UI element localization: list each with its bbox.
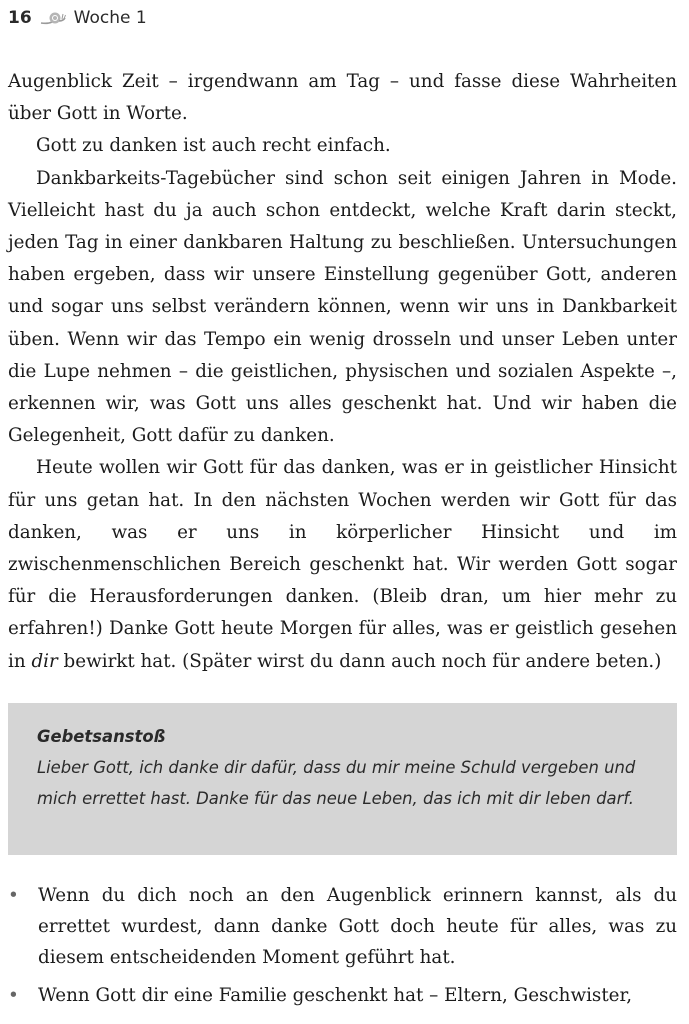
bullet-marker: • xyxy=(8,885,19,906)
prayer-title: Gebetsanstoß xyxy=(37,727,166,746)
body-text xyxy=(8,66,677,678)
bullet-list xyxy=(8,880,677,1018)
prayer-text: Lieber Gott, ich danke dir dafür, dass du mir meine Schuld vergeben und mich errettet hast. Danke für das neue Leben, das ich mit dir leben darf. xyxy=(37,758,636,808)
page-number: 16 xyxy=(8,8,32,28)
paragraph: Dankbarkeits-Tagebücher sind schon seit einigen Jahren in Mode. Vielleicht hast du ja auch schon entdeckt, welche Kraft darin steckt, jeden Tag in einer dankbaren Haltung zu beschließen. Untersuchungen haben ergeben, dass wir unsere Einstellung gegenüber Gott, anderen und sogar uns selbst verändern können, wenn wir uns in Dankbarkeit üben. Wenn wir das Tempo ein wenig drosseln und unser Leben unter die Lupe nehmen – die geistlichen, physischen und sozialen Aspekte –, erkennen wir, was Gott uns alles geschenkt hat. Und wir haben die Gelegenheit, Gott dafür zu danken. xyxy=(8,167,677,447)
list-item-text: Wenn du dich noch an den Augenblick erinnern kannst, als du errettet wurdest, dann danke Gott doch heute für alles, was zu diesem entscheidenden Moment geführt hat. xyxy=(38,885,677,968)
bullet-marker: • xyxy=(8,985,19,1006)
paragraph: Augenblick Zeit – irgendwann am Tag – und fasse diese Wahrheiten über Gott in Worte. xyxy=(8,71,677,125)
list-item xyxy=(8,880,677,973)
list-item-text: Wenn Gott dir eine Familie geschenkt hat – Eltern, Geschwister, xyxy=(38,985,633,1006)
snail-icon xyxy=(40,10,66,26)
paragraph: Gott zu danken ist auch recht einfach. xyxy=(36,135,391,157)
paragraph-text-end: bewirkt hat. (Später wirst du dann auch noch für andere beten.) xyxy=(63,650,662,672)
paragraph xyxy=(8,452,677,677)
emphasized-word: dir xyxy=(31,650,58,672)
paragraph-text: Heute wollen wir Gott für das danken, was er in geistlicher Hinsicht für uns getan hat. In den nächsten Wochen werden wir Gott für das danken, was er uns in körperlicher Hinsicht und im zwischenmenschlichen Bereich geschenkt hat. Wir werden Gott sogar für die Herausforderungen danken. (Bleib dran, um hier mehr zu erfahren!) Danke Gott heute Morgen für alles, was er geistlich gesehen in xyxy=(8,457,677,672)
page-header xyxy=(8,4,147,32)
section-title: Woche 1 xyxy=(73,8,147,28)
prayer-box xyxy=(8,703,677,855)
list-item xyxy=(8,980,677,1011)
